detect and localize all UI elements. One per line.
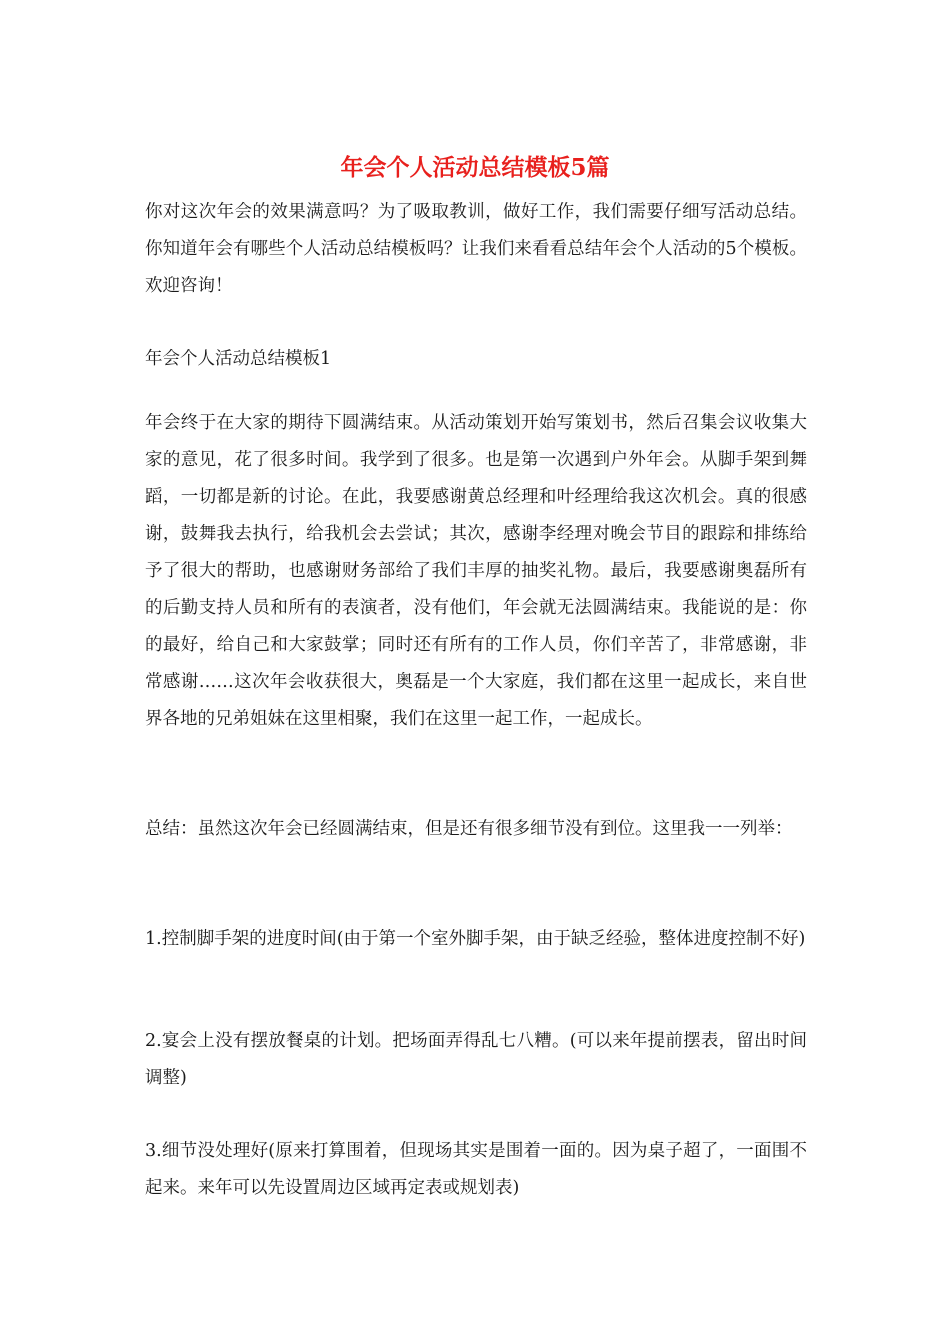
section-heading: 年会个人活动总结模板1 xyxy=(145,349,332,369)
summary-paragraph: 总结：虽然这次年会已经圆满结束，但是还有很多细节没有到位。这里我一一列举： xyxy=(145,819,793,839)
list-item: 2.宴会上没有摆放餐桌的计划。把场面弄得乱七八糟。(可以来年提前摆表，留出时间调整) xyxy=(145,1031,807,1088)
intro-paragraph: 你对这次年会的效果满意吗？为了吸取教训，做好工作，我们需要仔细写活动总结。你知道年会有哪些个人活动总结模板吗？让我们来看看总结年会个人活动的5个模板。欢迎咨询！ xyxy=(145,202,807,296)
list-item: 1.控制脚手架的进度时间(由于第一个室外脚手架，由于缺乏经验，整体进度控制不好) xyxy=(145,929,806,949)
list-item: 3.细节没处理好(原来打算围着，但现场其实是围着一面的。因为桌子超了，一面围不起来。来年可以先设置周边区域再定表或规划表) xyxy=(145,1141,807,1198)
document-title: 年会个人活动总结模板5篇 xyxy=(340,154,610,181)
main-paragraph: 年会终于在大家的期待下圆满结束。从活动策划开始写策划书，然后召集会议收集大家的意见，花了很多时间。我学到了很多。也是第一次遇到户外年会。从脚手架到舞蹈，一切都是新的讨论。在此，我要感谢黄总经理和叶经理给我这次机会。真的很感谢，鼓舞我去执行，给我机会去尝试；其次，感谢李经理对晚会节目的跟踪和排练给予了很大的帮助，也感谢财务部给了我们丰厚的抽奖礼物。最后，我要感谢奥磊所有的后勤支持人员和所有的表演者，没有他们，年会就无法圆满结束。我能说的是：你的最好，给自己和大家鼓掌；同时还有所有的工作人员，你们辛苦了，非常感谢，非常感谢……这次年会收获很大，奥磊是一个大家庭，我们都在这里一起成长，来自世界各地的兄弟姐妹在这里相聚，我们在这里一起工作，一起成长。 xyxy=(145,413,807,729)
